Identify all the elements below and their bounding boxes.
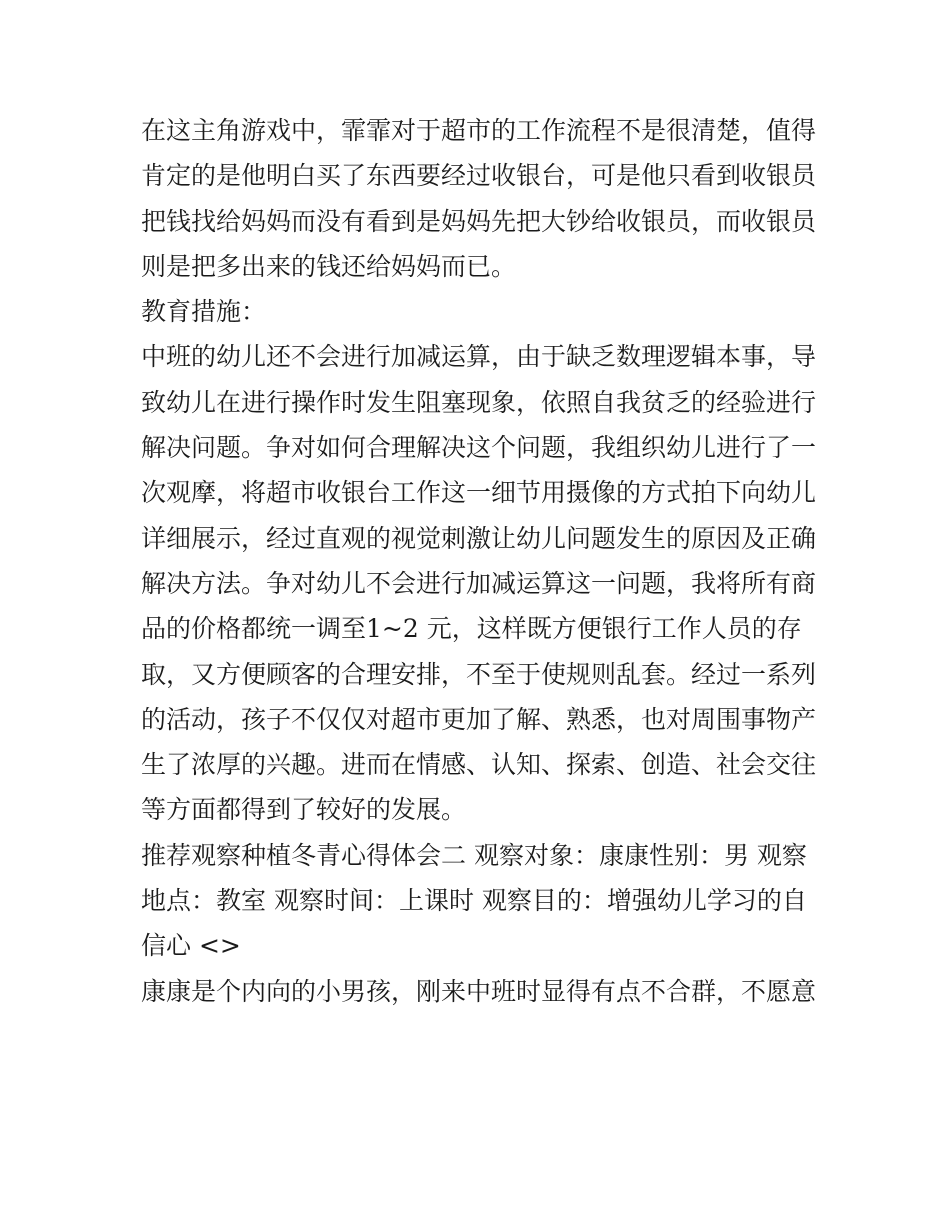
heading-line: 教育措施：: [141, 297, 267, 327]
text-line: 地点：教室 观察时间：上课时 观察目的：增强幼儿学习的自: [141, 886, 807, 916]
text-line: 解决问题。争对如何合理解决这个问题，我组织幼儿进行了一: [141, 433, 817, 463]
text-line: 的活动，孩子不仅仅对超市更加了解、熟悉，也对周围事物产: [141, 704, 817, 734]
text-line: 肯定的是他明白买了东西要经过收银台，可是他只看到收银员: [141, 161, 817, 191]
text-line: 取，又方便顾客的合理安排，不至于使规则乱套。经过一系列: [141, 659, 817, 689]
text-line: 推荐观察种植冬青心得体会二 观察对象：康康性别：男 观察: [141, 840, 807, 870]
section-heading-education-measures: [141, 289, 813, 334]
document-body: [141, 108, 817, 1014]
paragraph-observation: [141, 108, 817, 289]
text-line: 则是把多出来的钱还给妈妈而已。: [141, 251, 517, 281]
paragraph-kangkang: [141, 969, 817, 1014]
text-line: 信心 <>: [141, 931, 241, 961]
paragraph-education-measures: [141, 334, 817, 832]
text-line: 解决方法。争对幼儿不会进行加减运算这一问题，我将所有商: [141, 568, 817, 598]
text-line: 中班的幼儿还不会进行加减运算，由于缺乏数理逻辑本事，导: [141, 342, 817, 372]
text-line: 详细展示，经过直观的视觉刺激让幼儿问题发生的原因及正确: [141, 523, 817, 553]
text-line: 等方面都得到了较好的发展。: [141, 795, 467, 825]
text-line: 次观摩，将超市收银台工作这一细节用摄像的方式拍下向幼儿: [141, 478, 817, 508]
text-line: 康康是个内向的小男孩，刚来中班时显得有点不合群，不愿意: [141, 976, 817, 1006]
text-line: 生了浓厚的兴趣。进而在情感、认知、探索、创造、社会交往: [141, 750, 817, 780]
text-line: 把钱找给妈妈而没有看到是妈妈先把大钞给收银员，而收银员: [141, 206, 817, 236]
text-line: 品的价格都统一调至1~2 元，这样既方便银行工作人员的存: [141, 614, 802, 644]
text-line: 在这主角游戏中，霏霏对于超市的工作流程不是很清楚，值得: [141, 116, 817, 145]
text-line: 致幼儿在进行操作时发生阻塞现象，依照自我贫乏的经验进行: [141, 387, 817, 417]
paragraph-second-observation-header: [141, 833, 813, 969]
